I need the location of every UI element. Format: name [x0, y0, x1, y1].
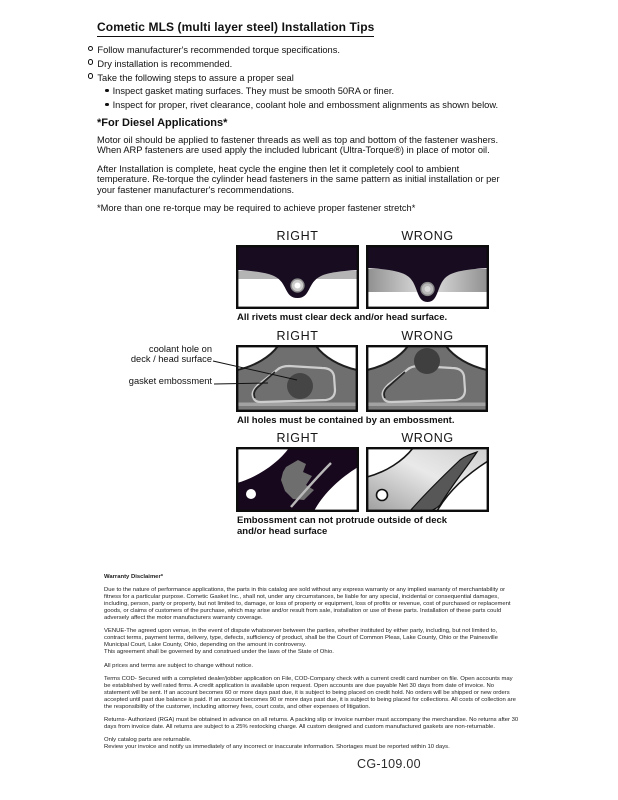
right-label: RIGHT — [276, 329, 319, 343]
list-item-text: Inspect for proper, rivet clearance, coolant hole and embossment alignments as shown below. — [112, 100, 499, 111]
disclaimer-paragraph: Returns- Authorized (RGA) must be obtained in advance on all returns. A packing slip or invoice number must accompany the merchandise. No returns after 30 days from invoice date. All returns are subject to a 25% restocking charge. All custom designed and custom manufactured gaskets are non-returnable. — [104, 717, 519, 730]
bullet-dot-icon — [105, 103, 109, 107]
disclaimer-paragraph: Only catalog parts are returnable. — [104, 737, 192, 744]
protrusion-wrong-diagram — [366, 447, 489, 512]
disclaimer-paragraph: VENUE-The agreed upon venue, in the event of dispute whatsoever between the parties, whether instituted by either party, including, but not limited to, contract terms, payment terms, delivery, type, defects, sufficiency of product, shall be the Court of Common Pleas, Lake County, Ohio or the Painesville Municipal Court, Lake County, Ohio, depending on the amount in controversy. — [104, 628, 498, 649]
protrusion-right-diagram — [236, 447, 359, 512]
list-sub-item — [88, 99, 518, 113]
bullet-circle-icon — [88, 59, 93, 64]
installation-tips-list — [88, 44, 518, 113]
retorque-note: *More than one re-torque may be required to achieve proper fastener stretch* — [97, 203, 416, 213]
list-item — [88, 72, 518, 86]
diesel-applications-heading: *For Diesel Applications* — [97, 117, 228, 129]
page-title: Cometic MLS (multi layer steel) Installation Tips — [97, 20, 374, 37]
warranty-disclaimer — [104, 574, 519, 758]
embossment-right-diagram — [236, 345, 358, 412]
embossment-wrong-diagram — [366, 345, 488, 412]
list-item-text: Inspect gasket mating surfaces. They must be smooth 50RA or finer. — [112, 86, 395, 97]
bullet-circle-icon — [88, 46, 93, 51]
list-item — [88, 58, 518, 72]
disclaimer-paragraph: All prices and terms are subject to change without notice. — [104, 662, 253, 669]
wrong-label: WRONG — [401, 431, 454, 445]
figure-caption: All holes must be contained by an embossment. — [237, 415, 455, 426]
bullet-circle-icon — [88, 73, 93, 78]
right-label: RIGHT — [276, 431, 319, 445]
disclaimer-heading: Warranty Disclaimer* — [104, 574, 164, 580]
list-item-text: Follow manufacturer's recommended torque specifications. — [97, 45, 340, 55]
diesel-paragraph-1: Motor oil should be applied to fastener threads as well as top and bottom of the fastener washers. When ARP fasteners are used apply the included lubricant (Ultra-Torque®) in place of motor oil. — [97, 135, 499, 156]
list-item-text: Dry installation is recommended. — [97, 58, 233, 69]
bullet-dot-icon — [105, 89, 109, 93]
page-code: CG-109.00 — [357, 757, 421, 771]
wrong-label: WRONG — [401, 229, 454, 243]
gasket-embossment-callout: gasket embossment — [128, 376, 212, 386]
callout-line: deck / head surface — [130, 353, 212, 364]
disclaimer-paragraph: Due to the nature of performance applications, the parts in this catalog are sold without any express warranty or any implied warranty of merchantability or fitness for a particular purpose. Cometic Gasket Inc., shall not, under any circumstances, be liable for any special, incidental or consequential damages, including, person, party or property, but not limited to, damage, or loss of property or equipment, loss of profits or revenue, cost of purchased or replacement goods, or claims of customers of the purchase, which may arise and/or result from sale, installation or use of these parts. Installation of these parts could adversely affect the motor manufacturers warranty coverage. — [104, 587, 511, 622]
callout-line: coolant hole on — [148, 344, 212, 354]
figure-caption: Embossment can not protrude outside of deck and/or head surface — [237, 515, 448, 537]
coolant-hole-callout — [92, 345, 212, 365]
list-sub-item — [88, 85, 518, 99]
disclaimer-paragraph: Terms COD- Secured with a completed dealer/jobber application on File, COD-Company check with a current credit card number on file. Open accounts may be established by well rated firms. A credit application is available upon request. Open accounts are due payable Net 30 days from date of invoice. No statement will be sent. If an account becomes 60 or more days past due, it is subject to being placed on credit hold. No orders will be shipped or new orders accepted until past due balance is paid. If an account becomes 90 or more days past due, it is subject to being placed for collections. All costs of collection are the responsibility of the customer, including attorney fees, court costs, and other expenses of litigation. — [104, 675, 516, 710]
disclaimer-paragraph: This agreement shall be governed by and construed under the laws of the State of Ohio. — [104, 649, 334, 656]
wrong-label: WRONG — [401, 329, 454, 343]
figure-caption: All rivets must clear deck and/or head surface. — [237, 312, 448, 323]
diesel-paragraph-2: After Installation is complete, heat cycle the engine then let it completely cool to ambient temperature. Re-torque the cylinder head fasteners in the same pattern as initial installation or per your fastener manufacturer's recommendations. — [97, 164, 500, 195]
right-label: RIGHT — [276, 229, 319, 243]
disclaimer-paragraph: Review your invoice and notify us immediately of any incorrect or inaccurate information. Shortages must be reported within 10 days. — [104, 744, 450, 751]
list-item-text: Take the following steps to assure a proper seal — [97, 72, 294, 83]
list-item — [88, 44, 518, 58]
rivet-right-diagram — [236, 245, 359, 309]
rivet-wrong-diagram — [366, 245, 489, 309]
